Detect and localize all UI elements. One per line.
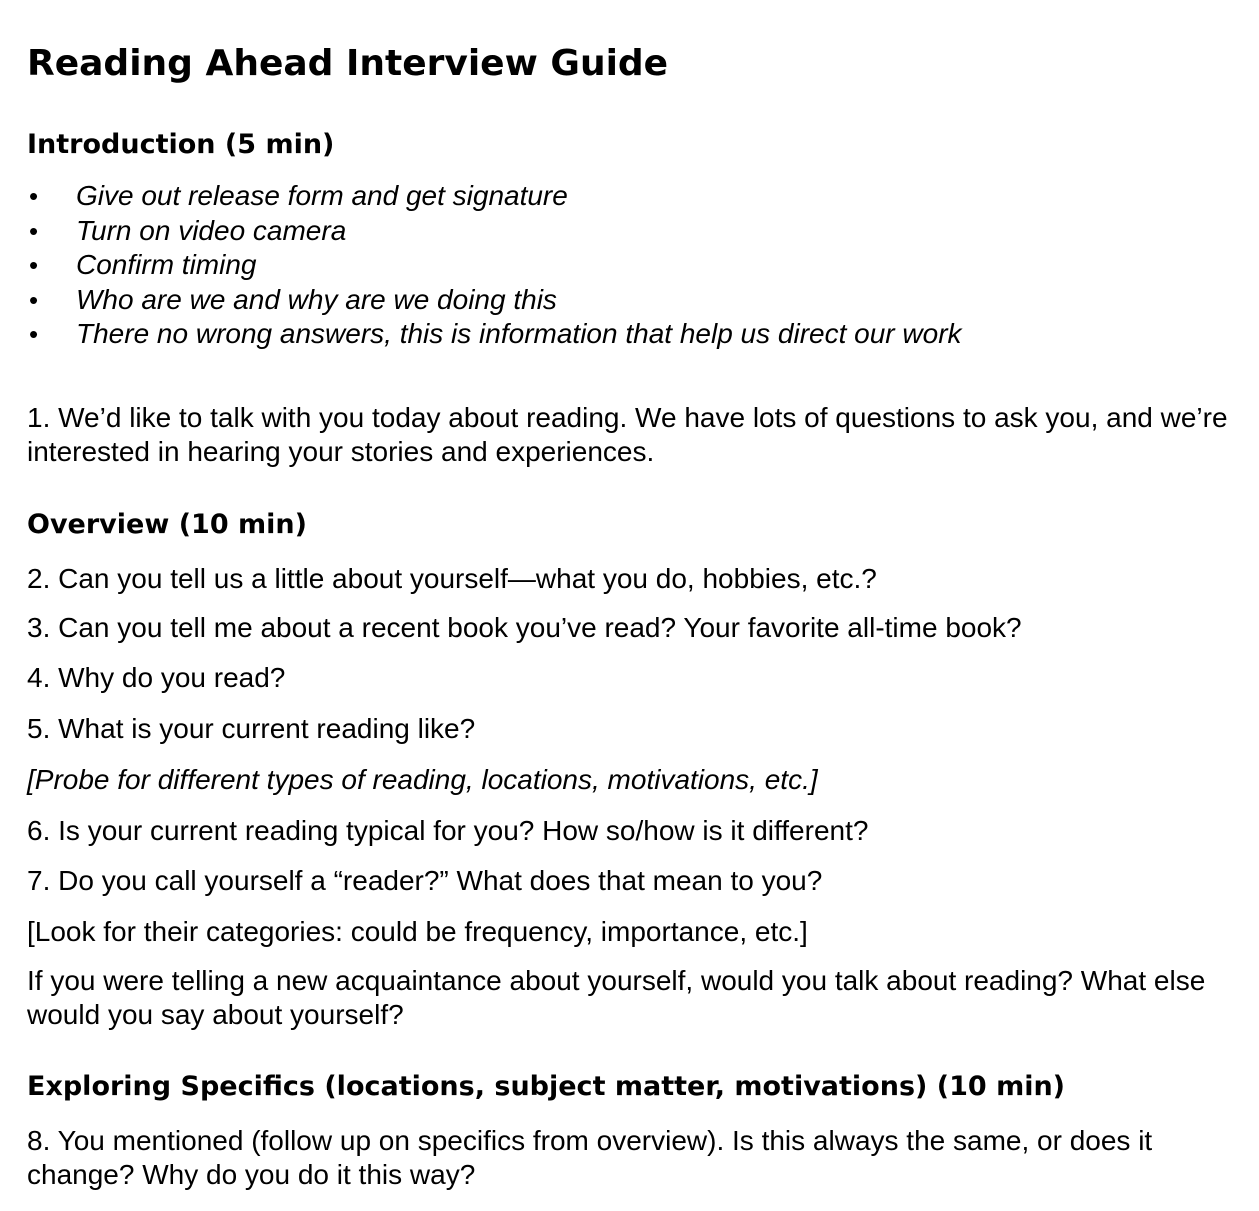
introduction-bullet-list: [27, 179, 962, 352]
question-6: 6. Is your current reading typical for you? How so/how is it different?: [27, 815, 869, 846]
bullet-icon: •: [29, 319, 39, 349]
bullet-icon: •: [29, 250, 39, 280]
section-heading-introduction: Introduction (5 min): [27, 129, 335, 160]
list-item: [27, 248, 962, 283]
list-item-text: Turn on video camera: [76, 214, 347, 246]
bullet-icon: •: [29, 284, 39, 315]
bullet-icon: •: [29, 215, 39, 246]
question-3: 3. Can you tell me about a recent book you’ve read? Your favorite all-time book?: [27, 612, 1022, 643]
probe-note: [Probe for different types of reading, locations, motivations, etc.]: [27, 764, 818, 795]
question-5: 5. What is your current reading like?: [27, 713, 476, 744]
list-item: [27, 214, 962, 249]
list-item: [27, 317, 962, 352]
list-item: [27, 283, 962, 318]
section-heading-overview: Overview (10 min): [27, 509, 307, 540]
list-item: [27, 179, 962, 214]
section-heading-exploring-specifics: Exploring Specifics (locations, subject matter, motivations) (10 min): [27, 1071, 1066, 1102]
question-8: 8. You mentioned (follow up on specifics from overview). Is this always the same, or does it change? Why do you do it this way?: [27, 1125, 1153, 1190]
list-item-text: Give out release form and get signature: [76, 180, 568, 211]
question-1: 1. We’d like to talk with you today about reading. We have lots of questions to ask you, and we’re interested in hearing your stories and experiences.: [27, 402, 1228, 467]
followup-question: If you were telling a new acquaintance about yourself, would you talk about reading? What else would you say about yourself?: [27, 965, 1206, 1030]
look-for-note: [Look for their categories: could be frequency, importance, etc.]: [27, 916, 808, 947]
list-item-text: There no wrong answers, this is information that help us direct our work: [76, 318, 962, 349]
list-item-text: Who are we and why are we doing this: [76, 283, 557, 315]
list-item-text: Confirm timing: [76, 249, 257, 280]
question-7: 7. Do you call yourself a “reader?” What does that mean to you?: [27, 865, 823, 896]
bullet-icon: •: [29, 181, 39, 211]
question-2: 2. Can you tell us a little about yourself—what you do, hobbies, etc.?: [27, 563, 877, 594]
document-title: Reading Ahead Interview Guide: [27, 43, 669, 84]
question-4: 4. Why do you read?: [27, 662, 286, 693]
